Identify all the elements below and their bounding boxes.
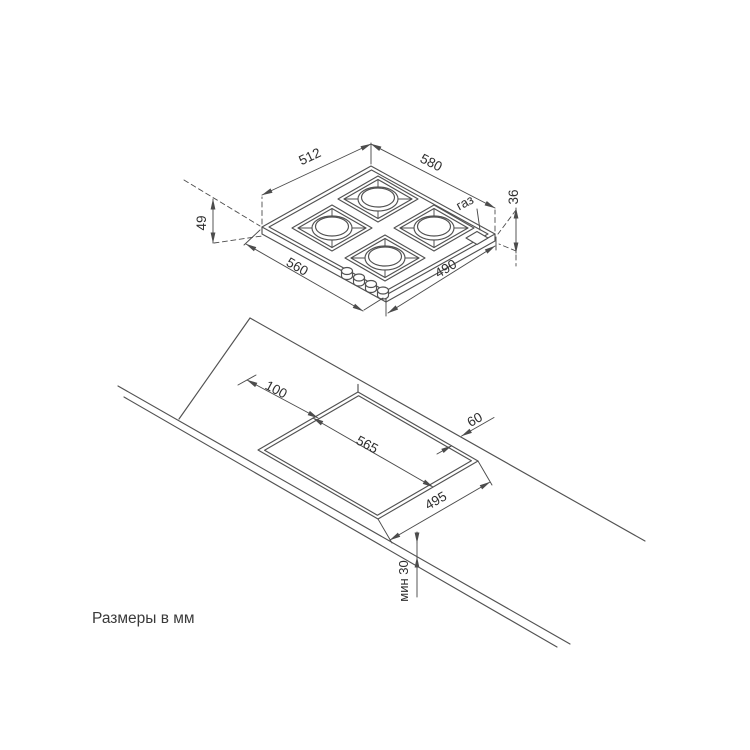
worktop-drawing — [118, 318, 645, 647]
knob — [342, 268, 353, 280]
dim-495 — [378, 461, 492, 543]
dim-580-label: 580 — [417, 150, 445, 175]
dim-512 — [262, 143, 371, 224]
knob — [366, 281, 377, 293]
dim-49 — [184, 180, 262, 243]
dim-min-30 — [396, 532, 417, 602]
dim-100-label: 100 — [262, 377, 290, 402]
dim-36 — [498, 189, 521, 266]
dim-490-label: 490 — [432, 256, 460, 281]
dim-565-label: 565 — [353, 432, 381, 457]
hob-drawing — [184, 143, 521, 316]
units-note: Размеры в мм — [92, 610, 195, 627]
dim-60 — [437, 409, 494, 454]
knob — [354, 274, 365, 286]
dim-36-label: 36 — [506, 189, 521, 205]
dim-512-label: 512 — [296, 144, 324, 169]
knob — [378, 287, 389, 299]
dim-100 — [238, 375, 318, 418]
dim-49-label: 49 — [194, 215, 209, 231]
gas-label: газ — [453, 191, 477, 214]
dim-560 — [244, 230, 383, 311]
worktop-surface — [118, 318, 645, 647]
dim-60-label: 60 — [464, 409, 486, 430]
dim-495-label: 495 — [422, 488, 450, 513]
dim-min-30-label: мин 30 — [396, 560, 411, 602]
dim-560-label: 560 — [283, 254, 311, 279]
